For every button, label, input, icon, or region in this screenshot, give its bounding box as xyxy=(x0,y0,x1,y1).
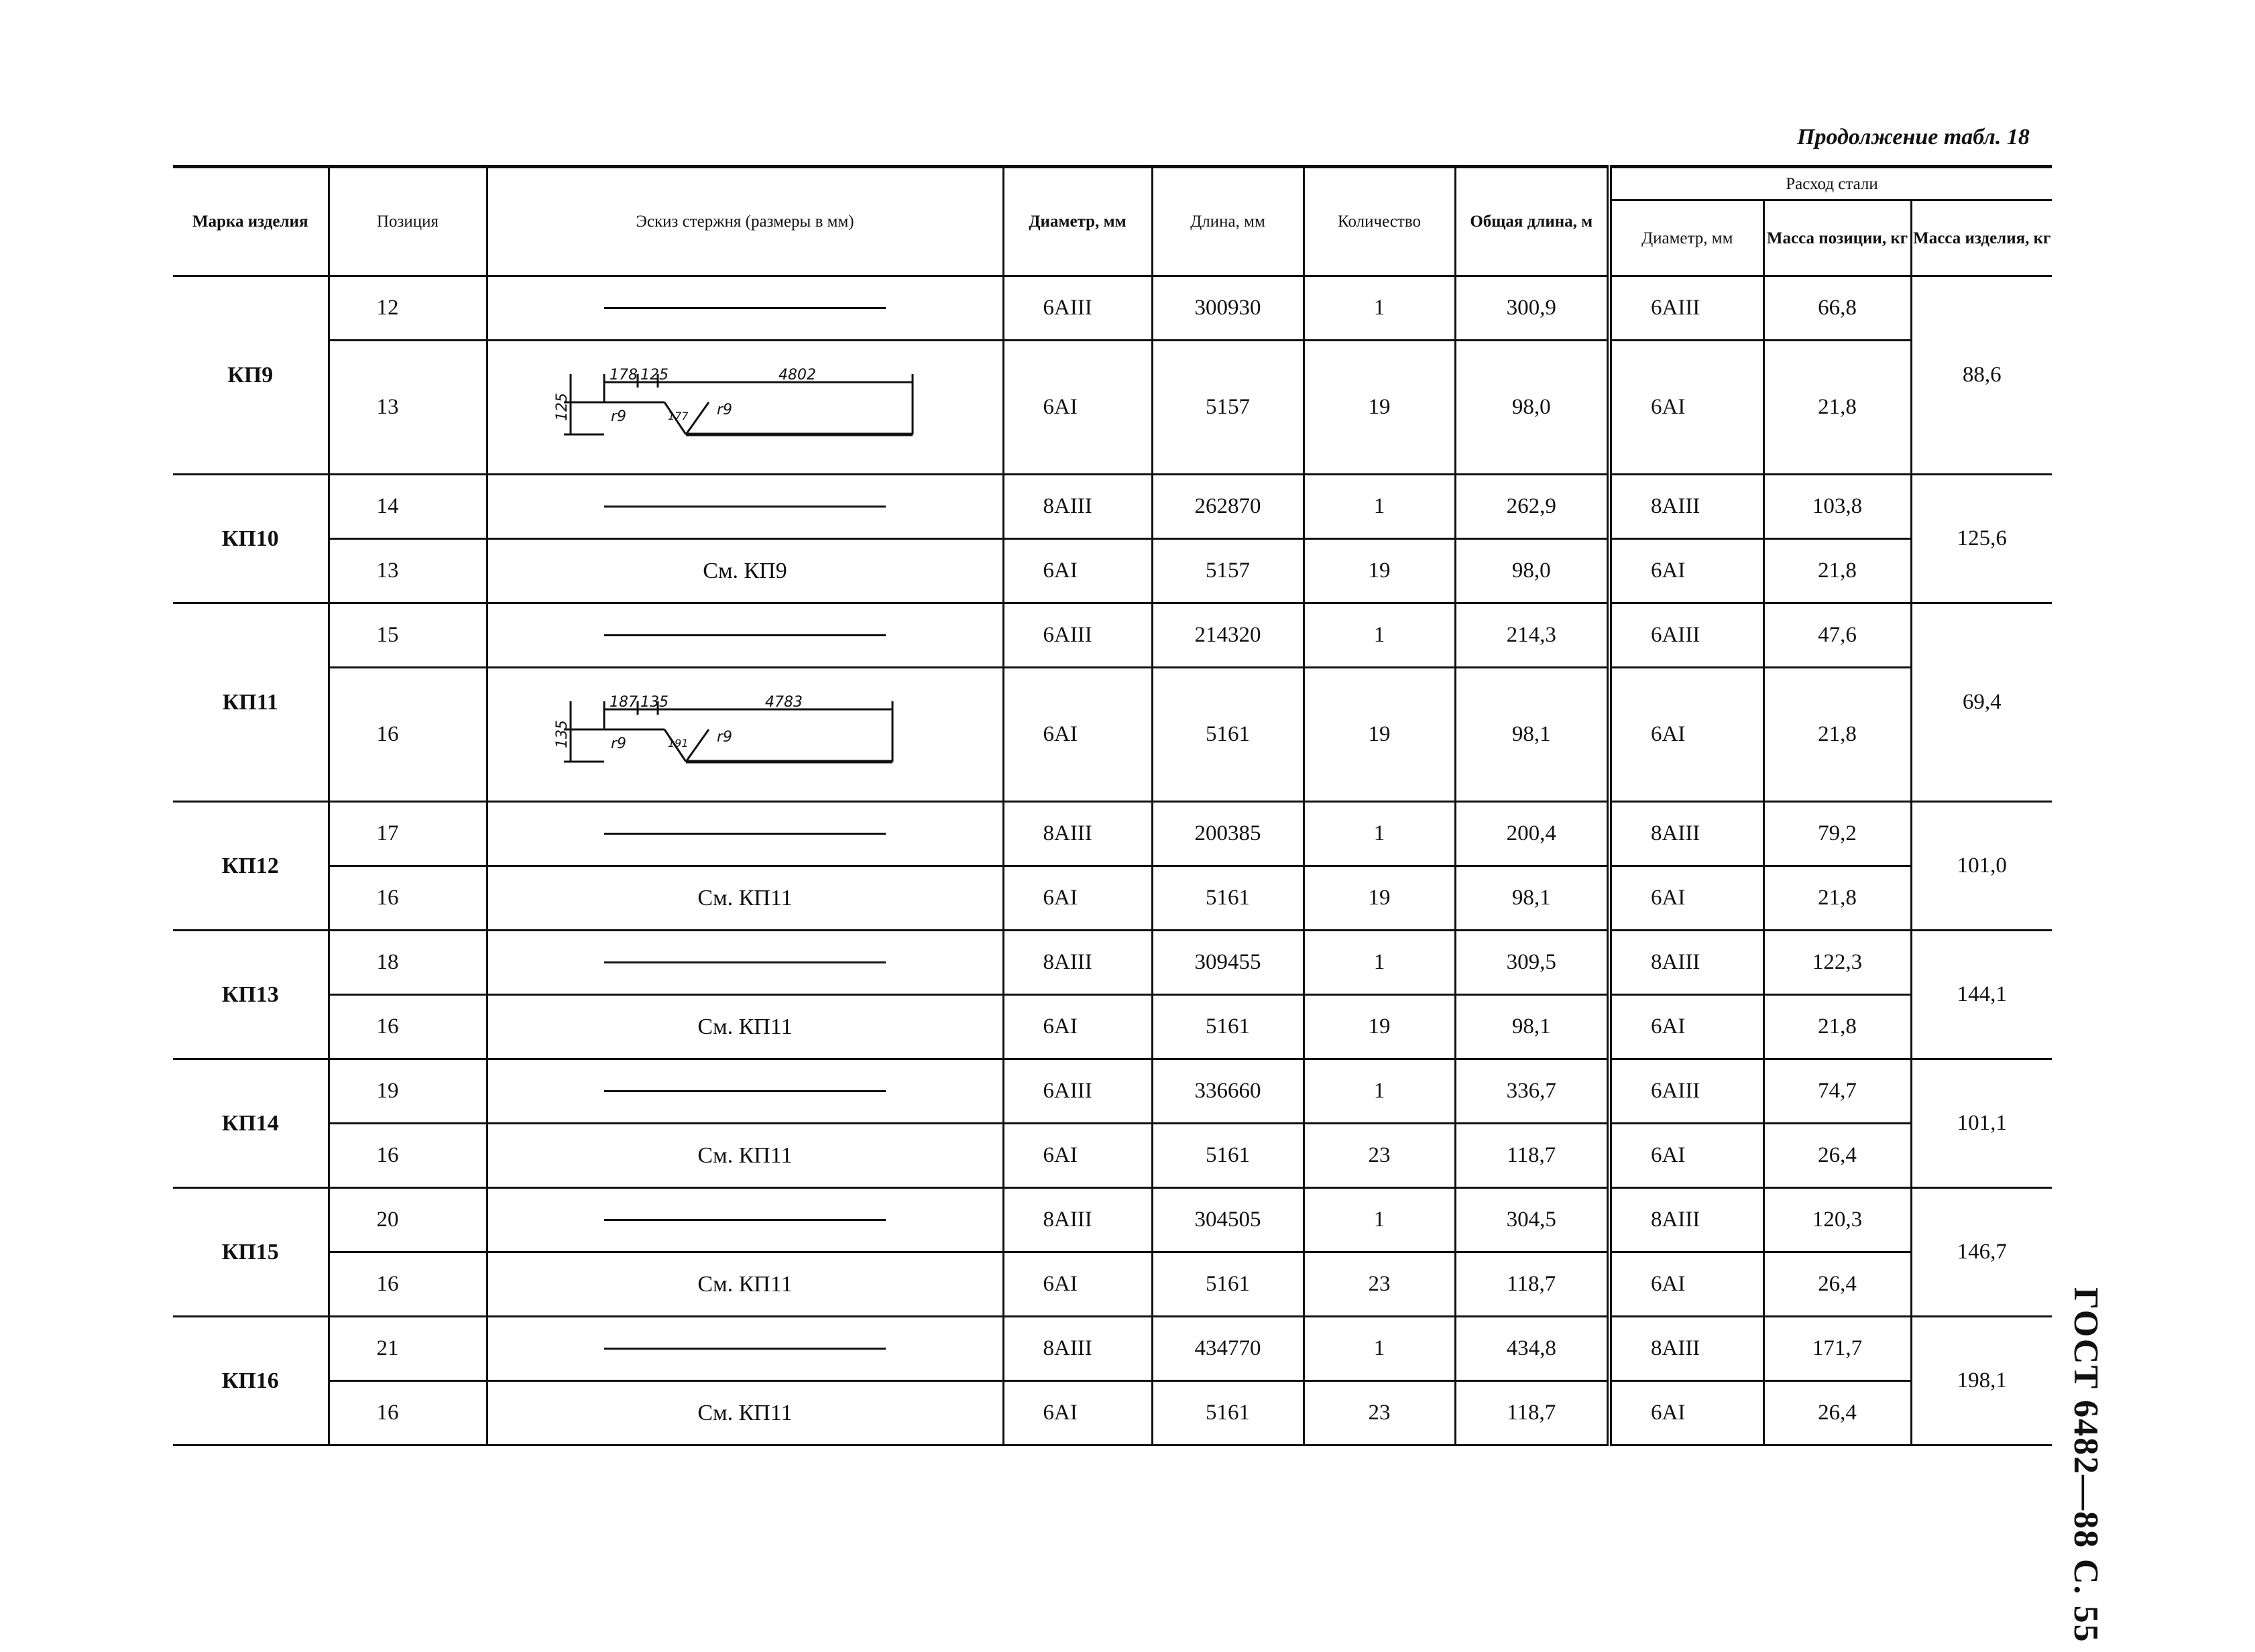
product-mark: КП12 xyxy=(173,802,329,931)
diameter-cell: 6AI xyxy=(1003,668,1152,802)
diameter-cell: 8AIII xyxy=(1003,802,1152,866)
mass-position-cell: 26,4 xyxy=(1763,1252,1911,1317)
table-row xyxy=(173,931,2052,995)
length-cell: 5161 xyxy=(1152,995,1304,1059)
quantity-cell: 19 xyxy=(1304,995,1455,1059)
rebar-bend-sketch-icon xyxy=(554,693,933,775)
diameter-cell: 6AI xyxy=(1003,995,1152,1059)
straight-bar-line-icon xyxy=(604,833,886,835)
mass-position-cell: 103,8 xyxy=(1763,475,1911,539)
quantity-cell: 1 xyxy=(1304,1188,1455,1252)
steel-diameter-cell: 6AI xyxy=(1609,866,1763,931)
mass-position-cell: 74,7 xyxy=(1763,1059,1911,1124)
diameter-cell: 6AI xyxy=(1003,1252,1152,1317)
total-length-cell: 200,4 xyxy=(1455,802,1609,866)
sketch-cell xyxy=(487,995,1003,1059)
diameter-cell: 8AIII xyxy=(1003,1188,1152,1252)
sketch-cell xyxy=(487,603,1003,668)
length-cell: 5157 xyxy=(1152,539,1304,603)
sketch-cell xyxy=(487,1059,1003,1124)
quantity-cell: 19 xyxy=(1304,866,1455,931)
diameter-cell: 6AIII xyxy=(1003,1059,1152,1124)
svg-text:135: 135 xyxy=(554,719,571,748)
steel-diameter-cell: 8AIII xyxy=(1609,1188,1763,1252)
straight-bar-line-icon xyxy=(604,1219,886,1221)
straight-bar-line-icon xyxy=(604,1348,886,1350)
position-cell: 19 xyxy=(329,1059,487,1124)
svg-text:177: 177 xyxy=(668,409,689,422)
total-length-cell: 309,5 xyxy=(1455,931,1609,995)
sketch-cell xyxy=(487,931,1003,995)
header-quantity: Количество xyxy=(1304,167,1455,276)
length-cell: 434770 xyxy=(1152,1317,1304,1381)
total-length-cell: 98,0 xyxy=(1455,539,1609,603)
position-cell: 16 xyxy=(329,866,487,931)
header-steel-consumption: Расход стали xyxy=(1609,167,2052,200)
position-cell: 16 xyxy=(329,1252,487,1317)
straight-bar-line-icon xyxy=(604,506,886,508)
diameter-cell: 8AIII xyxy=(1003,1317,1152,1381)
table-row xyxy=(173,1252,2052,1317)
diameter-cell: 6AIII xyxy=(1003,276,1152,341)
product-mark: КП11 xyxy=(173,603,329,802)
sketch-cell xyxy=(487,1124,1003,1188)
table-row xyxy=(173,603,2052,668)
svg-text:178: 178 xyxy=(610,366,638,384)
rebar-bend-sketch-icon xyxy=(554,366,933,448)
sketch-cell xyxy=(487,866,1003,931)
length-cell: 336660 xyxy=(1152,1059,1304,1124)
steel-diameter-cell: 6AIII xyxy=(1609,276,1763,341)
position-cell: 17 xyxy=(329,802,487,866)
total-length-cell: 98,1 xyxy=(1455,995,1609,1059)
header-length: Длина, мм xyxy=(1152,167,1304,276)
position-cell: 20 xyxy=(329,1188,487,1252)
mass-position-cell: 21,8 xyxy=(1763,341,1911,475)
header-position: Позиция xyxy=(329,167,487,276)
length-cell: 262870 xyxy=(1152,475,1304,539)
mass-position-cell: 26,4 xyxy=(1763,1381,1911,1446)
sketch-cell xyxy=(487,668,1003,802)
steel-diameter-cell: 6AI xyxy=(1609,1124,1763,1188)
steel-diameter-cell: 6AI xyxy=(1609,668,1763,802)
product-mark: КП16 xyxy=(173,1317,329,1446)
position-cell: 18 xyxy=(329,931,487,995)
svg-text:4802: 4802 xyxy=(778,366,816,384)
diameter-cell: 6AI xyxy=(1003,866,1152,931)
table-row xyxy=(173,802,2052,866)
table-row xyxy=(173,1317,2052,1381)
mass-position-cell: 171,7 xyxy=(1763,1317,1911,1381)
sketch-cell xyxy=(487,802,1003,866)
table-row xyxy=(173,539,2052,603)
steel-diameter-cell: 6AI xyxy=(1609,1252,1763,1317)
diameter-cell: 8AIII xyxy=(1003,931,1152,995)
table-row xyxy=(173,866,2052,931)
sketch-cell xyxy=(487,1252,1003,1317)
sketch-cell xyxy=(487,1317,1003,1381)
quantity-cell: 1 xyxy=(1304,1317,1455,1381)
diameter-cell: 6AI xyxy=(1003,539,1152,603)
quantity-cell: 1 xyxy=(1304,931,1455,995)
position-cell: 13 xyxy=(329,341,487,475)
diameter-cell: 8AIII xyxy=(1003,475,1152,539)
sketch-reference: См. КП11 xyxy=(697,1014,793,1039)
sketch-reference: См. КП11 xyxy=(697,885,793,910)
straight-bar-line-icon xyxy=(604,307,886,309)
position-cell: 21 xyxy=(329,1317,487,1381)
quantity-cell: 1 xyxy=(1304,475,1455,539)
position-cell: 13 xyxy=(329,539,487,603)
header-diameter: Диаметр, мм xyxy=(1003,167,1152,276)
rebar-spec-table xyxy=(173,165,2052,1446)
quantity-cell: 19 xyxy=(1304,341,1455,475)
length-cell: 309455 xyxy=(1152,931,1304,995)
straight-bar-line-icon xyxy=(604,961,886,963)
mass-product-cell: 198,1 xyxy=(1911,1317,2052,1446)
table-row xyxy=(173,1381,2052,1446)
mass-position-cell: 47,6 xyxy=(1763,603,1911,668)
header-total-length: Общая длина, м xyxy=(1455,167,1609,276)
document-code: ГОСТ 6482—88 С. 55 xyxy=(2067,1287,2105,1643)
svg-text:r9: r9 xyxy=(717,401,733,418)
total-length-cell: 300,9 xyxy=(1455,276,1609,341)
length-cell: 5161 xyxy=(1152,866,1304,931)
length-cell: 200385 xyxy=(1152,802,1304,866)
svg-text:r9: r9 xyxy=(717,728,733,746)
sketch-reference: См. КП9 xyxy=(703,558,787,583)
length-cell: 5161 xyxy=(1152,1381,1304,1446)
total-length-cell: 98,1 xyxy=(1455,668,1609,802)
total-length-cell: 214,3 xyxy=(1455,603,1609,668)
length-cell: 304505 xyxy=(1152,1188,1304,1252)
quantity-cell: 1 xyxy=(1304,276,1455,341)
mass-position-cell: 120,3 xyxy=(1763,1188,1911,1252)
sketch-cell xyxy=(487,475,1003,539)
table-row xyxy=(173,1124,2052,1188)
table-row xyxy=(173,276,2052,341)
mass-product-cell: 69,4 xyxy=(1911,603,2052,802)
total-length-cell: 118,7 xyxy=(1455,1124,1609,1188)
product-mark: КП10 xyxy=(173,475,329,603)
product-mark: КП14 xyxy=(173,1059,329,1188)
steel-diameter-cell: 6AI xyxy=(1609,539,1763,603)
mass-product-cell: 101,0 xyxy=(1911,802,2052,931)
diameter-cell: 6AI xyxy=(1003,341,1152,475)
diameter-cell: 6AI xyxy=(1003,1124,1152,1188)
mass-position-cell: 66,8 xyxy=(1763,276,1911,341)
svg-text:191: 191 xyxy=(668,736,689,750)
header-sketch: Эскиз стержня (размеры в мм) xyxy=(487,167,1003,276)
sketch-cell xyxy=(487,341,1003,475)
sketch-reference: См. КП11 xyxy=(697,1142,793,1168)
position-cell: 16 xyxy=(329,1381,487,1446)
steel-diameter-cell: 6AI xyxy=(1609,341,1763,475)
product-mark: КП9 xyxy=(173,276,329,475)
svg-text:125: 125 xyxy=(554,392,571,421)
total-length-cell: 98,1 xyxy=(1455,866,1609,931)
table-body xyxy=(173,276,2052,1446)
steel-diameter-cell: 6AI xyxy=(1609,1381,1763,1446)
steel-diameter-cell: 8AIII xyxy=(1609,802,1763,866)
mass-product-cell: 101,1 xyxy=(1911,1059,2052,1188)
length-cell: 300930 xyxy=(1152,276,1304,341)
quantity-cell: 19 xyxy=(1304,539,1455,603)
position-cell: 16 xyxy=(329,995,487,1059)
header-steel-diameter: Диаметр, мм xyxy=(1609,200,1763,276)
sketch-cell xyxy=(487,276,1003,341)
total-length-cell: 262,9 xyxy=(1455,475,1609,539)
mass-position-cell: 26,4 xyxy=(1763,1124,1911,1188)
sketch-cell xyxy=(487,1381,1003,1446)
table-row xyxy=(173,341,2052,475)
header-mass-position: Масса позиции, кг xyxy=(1763,200,1911,276)
product-mark: КП13 xyxy=(173,931,329,1059)
position-cell: 16 xyxy=(329,1124,487,1188)
table-row xyxy=(173,1059,2052,1124)
svg-text:r9: r9 xyxy=(611,735,627,752)
steel-diameter-cell: 8AIII xyxy=(1609,475,1763,539)
table-row xyxy=(173,1188,2052,1252)
steel-diameter-cell: 6AIII xyxy=(1609,1059,1763,1124)
quantity-cell: 1 xyxy=(1304,802,1455,866)
quantity-cell: 19 xyxy=(1304,668,1455,802)
quantity-cell: 1 xyxy=(1304,603,1455,668)
mass-product-cell: 146,7 xyxy=(1911,1188,2052,1317)
length-cell: 5161 xyxy=(1152,1124,1304,1188)
steel-diameter-cell: 6AI xyxy=(1609,995,1763,1059)
total-length-cell: 304,5 xyxy=(1455,1188,1609,1252)
steel-diameter-cell: 6AIII xyxy=(1609,603,1763,668)
mass-position-cell: 21,8 xyxy=(1763,866,1911,931)
quantity-cell: 23 xyxy=(1304,1124,1455,1188)
svg-text:187: 187 xyxy=(610,693,638,711)
diameter-cell: 6AI xyxy=(1003,1381,1152,1446)
total-length-cell: 336,7 xyxy=(1455,1059,1609,1124)
product-mark: КП15 xyxy=(173,1188,329,1317)
svg-text:4783: 4783 xyxy=(765,693,803,711)
total-length-cell: 98,0 xyxy=(1455,341,1609,475)
straight-bar-line-icon xyxy=(604,634,886,636)
position-cell: 14 xyxy=(329,475,487,539)
svg-text:r9: r9 xyxy=(611,408,627,425)
mass-product-cell: 125,6 xyxy=(1911,475,2052,603)
quantity-cell: 1 xyxy=(1304,1059,1455,1124)
table-row xyxy=(173,475,2052,539)
position-cell: 12 xyxy=(329,276,487,341)
header-mass-product: Масса изделия, кг xyxy=(1911,200,2052,276)
svg-text:125: 125 xyxy=(640,366,669,384)
sketch-cell xyxy=(487,539,1003,603)
total-length-cell: 118,7 xyxy=(1455,1252,1609,1317)
total-length-cell: 118,7 xyxy=(1455,1381,1609,1446)
total-length-cell: 434,8 xyxy=(1455,1317,1609,1381)
header-mark: Марка изделия xyxy=(173,167,329,276)
svg-text:135: 135 xyxy=(640,693,669,711)
mass-position-cell: 21,8 xyxy=(1763,539,1911,603)
length-cell: 5161 xyxy=(1152,668,1304,802)
sketch-reference: См. КП11 xyxy=(697,1400,793,1425)
mass-product-cell: 144,1 xyxy=(1911,931,2052,1059)
mass-position-cell: 21,8 xyxy=(1763,995,1911,1059)
mass-position-cell: 79,2 xyxy=(1763,802,1911,866)
table-row xyxy=(173,668,2052,802)
sketch-reference: См. КП11 xyxy=(697,1271,793,1297)
steel-diameter-cell: 8AIII xyxy=(1609,1317,1763,1381)
table-row xyxy=(173,995,2052,1059)
straight-bar-line-icon xyxy=(604,1090,886,1092)
length-cell: 5157 xyxy=(1152,341,1304,475)
length-cell: 214320 xyxy=(1152,603,1304,668)
mass-position-cell: 21,8 xyxy=(1763,668,1911,802)
position-cell: 16 xyxy=(329,668,487,802)
table-caption: Продолжение табл. 18 xyxy=(1797,125,2030,150)
position-cell: 15 xyxy=(329,603,487,668)
mass-position-cell: 122,3 xyxy=(1763,931,1911,995)
steel-diameter-cell: 8AIII xyxy=(1609,931,1763,995)
quantity-cell: 23 xyxy=(1304,1381,1455,1446)
mass-product-cell: 88,6 xyxy=(1911,276,2052,475)
quantity-cell: 23 xyxy=(1304,1252,1455,1317)
diameter-cell: 6AIII xyxy=(1003,603,1152,668)
length-cell: 5161 xyxy=(1152,1252,1304,1317)
sketch-cell xyxy=(487,1188,1003,1252)
